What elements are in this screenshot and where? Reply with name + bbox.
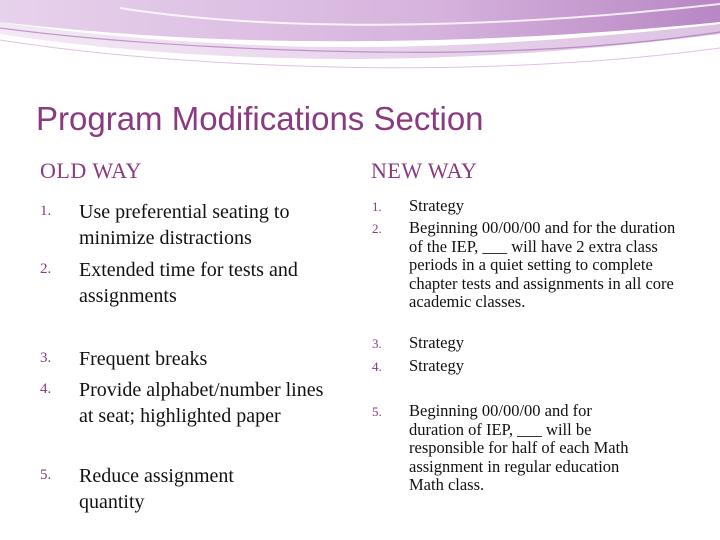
list-number: 4. <box>372 359 382 374</box>
list-item-text: Use preferential seating to minimize distractions <box>79 201 290 249</box>
list-number: 3. <box>40 350 52 366</box>
list-item-text: Beginning 00/00/00 and for duration of IEP, ___ will be responsible for half of each Math assignment in regular education Math class. <box>409 401 629 494</box>
list-item-text: Provide alphabet/number lines at seat; highlighted paper <box>79 379 324 427</box>
old-way-item <box>40 257 350 309</box>
list-number: 1. <box>40 203 52 219</box>
new-way-item <box>372 219 692 312</box>
new-way-item <box>372 334 692 353</box>
old-way-item <box>40 346 350 372</box>
old-way-heading: OLD WAY <box>40 158 142 183</box>
list-number: 2. <box>40 261 52 277</box>
list-item-text: Strategy <box>409 333 464 352</box>
list-item-text: Beginning 00/00/00 and for the duration of the IEP, ___ will have 2 extra class periods in a quiet setting to complete chapter tests and assignments in all core academic classes. <box>409 218 676 311</box>
new-way-heading: NEW WAY <box>371 158 478 183</box>
slide-title: Program Modifications Section <box>36 100 484 137</box>
list-item-text: Strategy <box>409 196 464 215</box>
list-item-text: Reduce assignment quantity <box>79 465 234 513</box>
list-item-text: Strategy <box>409 356 464 375</box>
header-swoosh-decoration <box>0 0 720 90</box>
list-number: 2. <box>372 221 382 236</box>
list-number: 3. <box>372 336 382 351</box>
list-number: 4. <box>40 381 52 397</box>
list-item-text: Extended time for tests and assignments <box>79 259 298 307</box>
list-number: 5. <box>372 404 382 419</box>
list-number: 5. <box>40 467 52 483</box>
new-way-item <box>372 357 692 376</box>
list-number: 1. <box>372 199 382 214</box>
list-item-text: Frequent breaks <box>79 348 208 370</box>
new-way-item <box>372 197 692 216</box>
old-way-item <box>40 199 350 251</box>
old-way-item <box>40 377 350 429</box>
new-way-item <box>372 402 692 495</box>
old-way-item <box>40 463 350 515</box>
